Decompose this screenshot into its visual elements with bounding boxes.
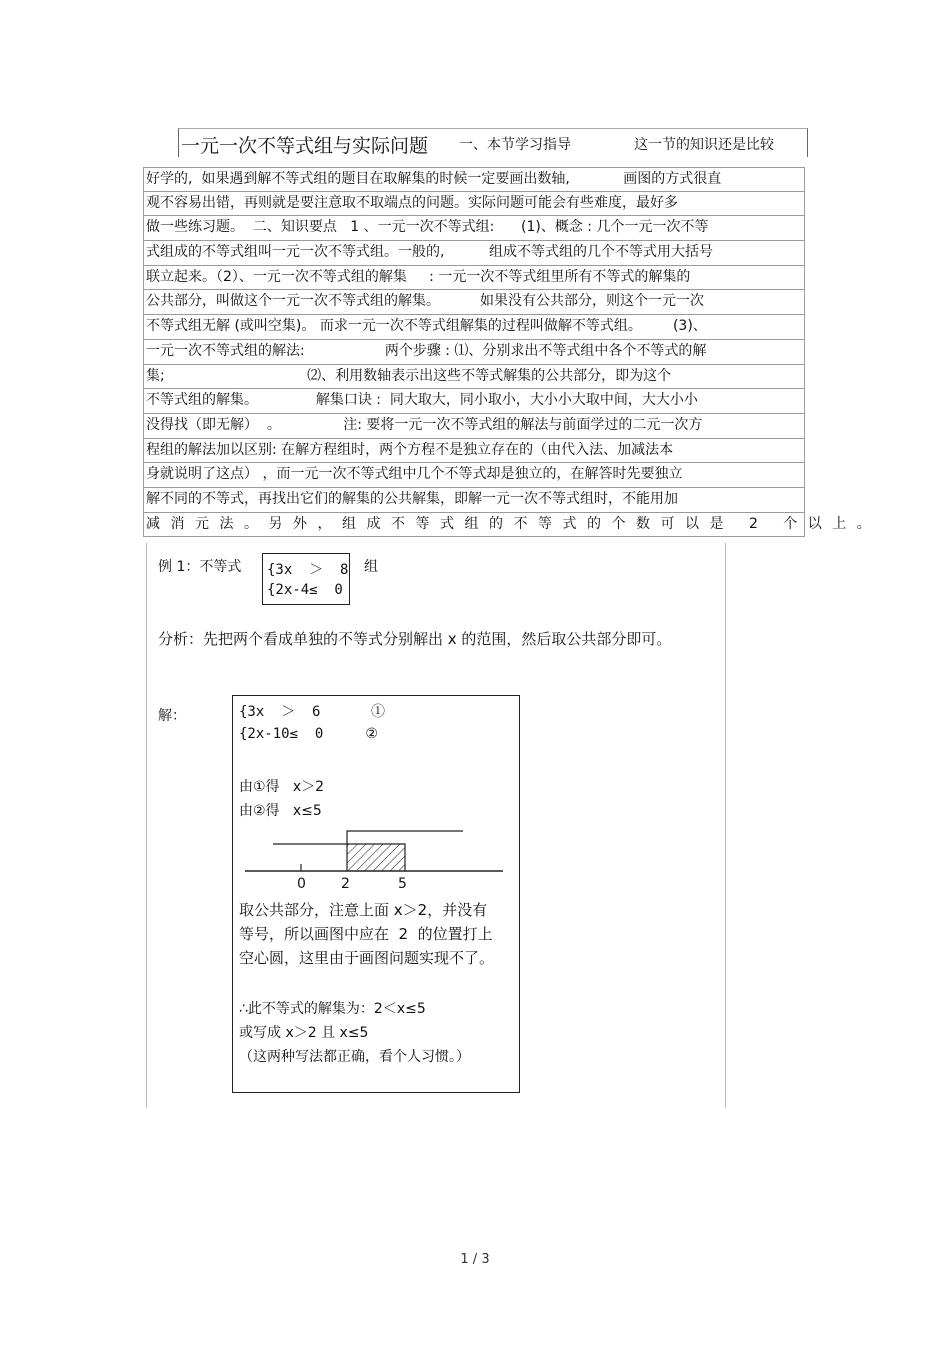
paragraph-line: 解不同的不等式，再找出它们的解集的公共解集，即解一元一次不等式组时，不能用加 [143,488,805,513]
number-line-diagram [233,824,519,894]
paragraph-line: 不等式组无解 (或叫空集)。 而求一元一次不等式组解集的过程叫做解不等式组。 (3)、 [143,315,805,340]
solution-inequality-1: {3x ＞ 6 ① [239,704,386,720]
result-line-1: ∴此不等式的解集为：2＜x≤5 [239,1001,426,1017]
tick-label-5: 5 [398,876,407,892]
paragraph-line: 集; ⑵、利用数轴表示出这些不等式解集的公共部分，即为这个 [143,365,805,390]
common-solution-region [347,844,405,871]
paragraph-line: 观不容易出错，再则就是要注意取不取端点的问题。实际问题可能会有些难度，最好多 [143,192,805,217]
solution-inequality-2: {2x-10≤ 0 ② [239,726,378,742]
paragraph-line: 一元一次不等式组的解法: 两个步骤 : ⑴、分别求出不等式组中各个不等式的解 [143,340,805,365]
body-paragraph [143,167,882,537]
example-label: 例 1：不等式 [158,559,242,575]
paragraph-line: 程组的解法加以区别: 在解方程组时，两个方程不是独立存在的（由代入法、加减法本 [143,439,805,464]
paragraph-line: 没得找（即无解） 。 注: 要将一元一次不等式组的解法与前面学过的二元一次方 [143,414,805,439]
example-suffix: 组 [364,559,378,575]
paragraph-line: 联立起来。（2）、一元一次不等式组的解集 : 一元一次不等式组里所有不等式的解集的 [143,266,805,291]
paragraph-line: 公共部分，叫做这个一元一次不等式组的解集。 如果没有公共部分，则这个一元一次 [143,290,805,315]
note-line-3: 空心圆，这里由于画图问题实现不了。 [239,949,495,967]
inequality-1: {3x ＞ 8 [267,562,349,578]
intro-text: 这一节的知识还是比较 [634,137,774,153]
note-line-2: 等号，所以画图中应在 2 的位置打上 [239,925,493,943]
paragraph-line: 好学的, 如果遇到解不等式组的题目在取解集的时候一定要画出数轴, 画图的方式很直 [143,167,805,192]
step-2: 由②得 x≤5 [239,803,322,819]
title-line [178,128,808,157]
tick-label-0: 0 [297,876,306,892]
paragraph-line: 不等式组的解集。 解集口诀 : 同大取大，同小取小，大小小大取中间，大大小小 [143,389,805,414]
solve-label: 解： [158,708,186,724]
paragraph-line: 式组成的不等式组叫一元一次不等式组。一般的, 组成不等式组的几个不等式用大括号 [143,241,805,266]
paragraph-line: 身就说明了这点） ，而一元一次不等式组中几个不等式却是独立的，在解答时先要独立 [143,463,805,488]
paragraph-line: 减消元法。另外，组成不等式组的不等式的个数可以是 2 个以上。 [143,513,805,538]
result-line-3: （这两种写法都正确，看个人习惯。） [239,1049,470,1065]
paragraph-line: 做一些练习题。 二、知识要点 1 、一元一次不等式组: (1)、概念 : 几个一元一次不等 [143,216,805,241]
result-line-2: 或写成 x＞2 且 x≤5 [239,1025,369,1041]
section-heading: 一、本节学习指导 [459,137,571,153]
solution-box [232,695,520,1093]
inequality-2: {2x-4≤ 0 [267,582,343,598]
note-line-1: 取公共部分，注意上面 x＞2，并没有 [239,901,488,919]
tick-label-2: 2 [341,876,350,892]
page-number: 1 / 3 [460,1252,490,1267]
inequality-system-box [262,553,350,605]
analysis-text: 分析：先把两个看成单独的不等式分别解出 x 的范围，然后取公共部分即可。 [158,630,672,648]
page-title: 一元一次不等式组与实际问题 [181,135,429,157]
step-1: 由①得 x＞2 [239,779,325,795]
